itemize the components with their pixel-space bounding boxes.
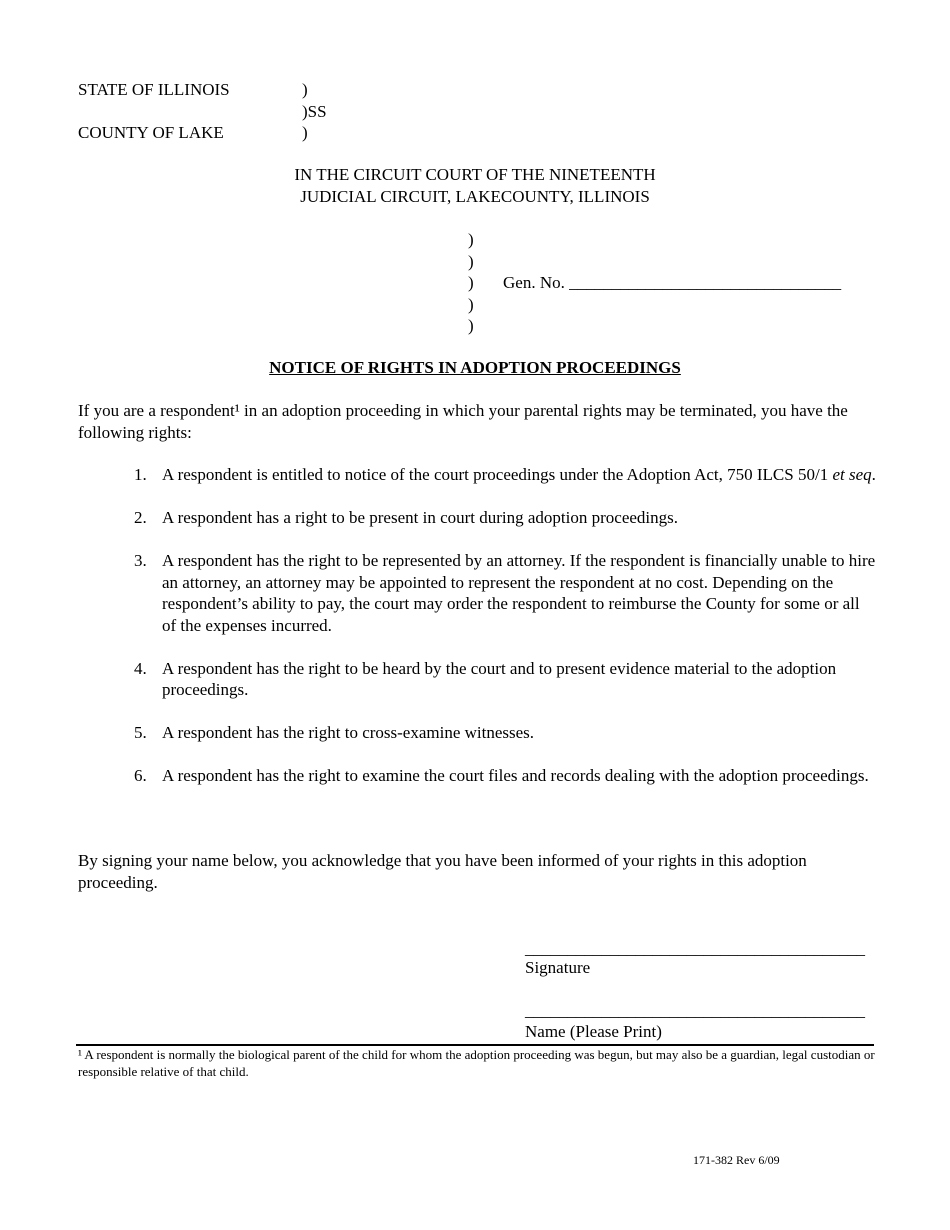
name-print-line[interactable]: ________________________________________ — [525, 1001, 865, 1020]
intro-paragraph: If you are a respondent¹ in an adoption proceeding in which your parental rights may be terminated, you have the following rights: — [78, 401, 848, 442]
state-paren: ) — [302, 80, 308, 99]
caption-paren: ) — [468, 294, 474, 314]
list-item-number: 1. — [134, 465, 147, 484]
footnote-divider — [76, 1044, 874, 1046]
caption-paren: ) — [468, 251, 474, 271]
list-item-text: A respondent has the right to examine the court files and records dealing with the adoption proceedings. — [162, 766, 869, 785]
list-item-text: A respondent has the right to be represented by an attorney. If the respondent is financially unable to hire an attorney, an attorney may be appointed to represent the respondent at no cost. Depending on the respondent’s ability to pay, the court may order the respondent to reimburse the County for some or all of the expenses incurred. — [162, 551, 876, 635]
signature-label: Signature — [525, 958, 591, 977]
list-item-number: 2. — [134, 508, 147, 527]
caption-paren: ) — [468, 273, 474, 292]
italic-et-seq: et seq — [832, 465, 872, 484]
caption-paren: ) — [468, 230, 474, 249]
acknowledgment-paragraph: By signing your name below, you acknowledge that you have been informed of your rights in this adoption proceeding. — [78, 851, 807, 892]
document-title: NOTICE OF RIGHTS IN ADOPTION PROCEEDINGS — [269, 358, 681, 377]
list-item — [78, 550, 878, 636]
form-number: 171-382 Rev 6/09 — [693, 1153, 780, 1167]
list-item-text: A respondent has the right to cross-examine witnesses. — [162, 723, 535, 742]
ss-label: )SS — [302, 101, 327, 121]
signature-line[interactable]: ________________________________________ — [525, 939, 865, 958]
list-item-number: 6. — [134, 766, 147, 785]
list-item-number: 5. — [134, 723, 147, 742]
county-label: COUNTY OF LAKE — [78, 123, 224, 142]
list-item-end: . — [871, 465, 876, 484]
caption-parens — [468, 229, 474, 337]
list-item — [78, 464, 878, 486]
footnote: ¹ A respondent is normally the biological parent of the child for whom the adoption proceeding was begun, but may also be a guardian, legal custodian or responsible relative of that child. — [78, 1047, 875, 1079]
county-paren: ) — [302, 123, 308, 142]
list-item-text: A respondent has the right to be heard by the court and to present evidence material to the adoption proceedings. — [162, 658, 837, 699]
name-print-label: Name (Please Print) — [525, 1022, 662, 1041]
list-item-text: A respondent has a right to be present in court during adoption proceedings. — [162, 508, 679, 527]
state-label: STATE OF ILLINOIS — [78, 80, 230, 99]
venue-block — [78, 79, 408, 145]
list-item-text — [162, 464, 878, 486]
list-item-number: 3. — [134, 551, 147, 570]
rights-list — [78, 464, 878, 808]
court-line-2: JUDICIAL CIRCUIT, LAKECOUNTY, ILLINOIS — [300, 186, 650, 206]
court-line-1: IN THE CIRCUIT COURT OF THE NINETEENTH — [294, 165, 656, 184]
list-item — [78, 507, 878, 529]
list-item — [78, 765, 878, 787]
caption-paren: ) — [468, 316, 474, 335]
list-item — [78, 658, 878, 701]
court-heading — [0, 164, 950, 207]
list-item-number: 4. — [134, 658, 147, 678]
list-item-text-main: A respondent is entitled to notice of the court proceedings under the Adoption Act, 750 ILCS 50/1 — [162, 465, 833, 484]
list-item — [78, 722, 878, 744]
gen-no-field[interactable]: Gen. No. ________________________________ — [503, 273, 842, 292]
